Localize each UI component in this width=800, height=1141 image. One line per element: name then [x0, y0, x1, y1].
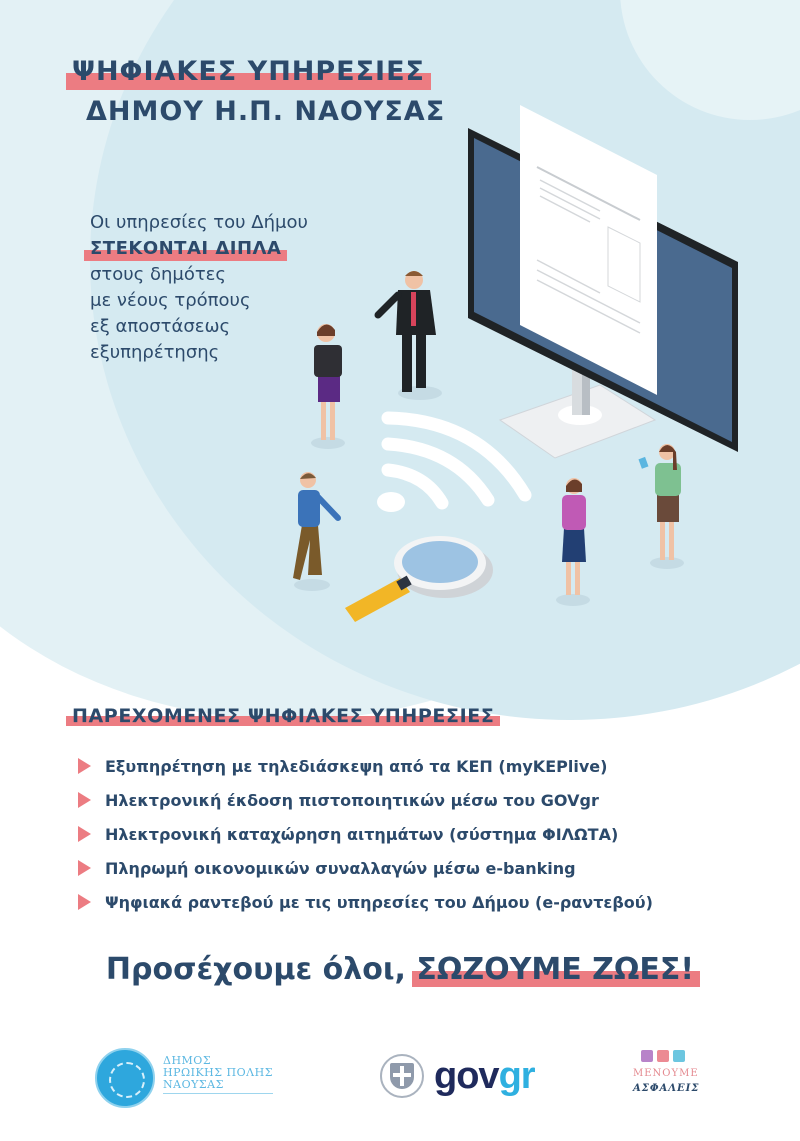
person-woman-walking	[293, 472, 338, 591]
safe-icons	[633, 1050, 693, 1062]
title-highlight: ΨΗΦΙΑΚΕΣ ΥΠΗΡΕΣΙΕΣ	[72, 52, 425, 92]
intro-text	[90, 210, 308, 366]
mask-icon	[673, 1050, 685, 1062]
slogan-highlight: ΣΩΖΟΥΜΕ ΖΩΕΣ!	[416, 952, 695, 987]
intro-line-1: Οι υπηρεσίες του Δήμου	[90, 212, 308, 233]
person-woman-phone	[638, 444, 684, 569]
municipality-seal-icon	[95, 1048, 155, 1108]
intro-line-3: στους δημότες	[90, 264, 226, 285]
logo-govgr	[380, 1054, 535, 1098]
services-section	[72, 705, 653, 919]
home-icon	[641, 1050, 653, 1062]
service-label: Ψηφιακά ραντεβού με τις υπηρεσίες του Δήμου (e-ραντεβού)	[105, 892, 653, 912]
title-line-1	[72, 52, 445, 92]
intro-line-5: εξ αποστάσεως	[90, 316, 231, 337]
wifi-symbol	[377, 418, 525, 512]
service-label: Πληρωμή οικονομικών συναλλαγών μέσω e-banking	[105, 858, 576, 878]
service-label: Ηλεκτρονική έκδοση πιστοποιητικών μέσω του GOVgr	[105, 790, 599, 810]
service-item	[78, 783, 653, 817]
service-label: Ηλεκτρονική καταχώρηση αιτημάτων (σύστημα ΦΙΛΩΤΑ)	[105, 824, 619, 844]
service-item	[78, 817, 653, 851]
safe-line-2: ΑΣΦΑΛΕΙΣ	[633, 1083, 700, 1094]
govgr-part-gr: gr	[498, 1054, 535, 1097]
intro-line-6: εξυπηρέτησης	[90, 342, 220, 363]
triangle-bullet-icon	[78, 826, 91, 842]
dimos-line-1: ΔΗΜΟΣ	[163, 1054, 212, 1067]
dimos-line-3: ΝΑΟΥΣΑΣ	[163, 1078, 224, 1091]
triangle-bullet-icon	[78, 894, 91, 910]
triangle-bullet-icon	[78, 758, 91, 774]
triangle-bullet-icon	[78, 860, 91, 876]
dimos-subline	[163, 1093, 273, 1101]
intro-line-4: με νέους τρόπους	[90, 290, 251, 311]
dimos-line-2: ΗΡΩΙΚΗΣ ΠΟΛΗΣ	[163, 1066, 273, 1079]
service-item	[78, 851, 653, 885]
triangle-bullet-icon	[78, 792, 91, 808]
person-woman-purple	[311, 324, 345, 449]
services-title: ΠΑΡΕΧΟΜΕΝΕΣ ΨΗΦΙΑΚΕΣ ΥΠΗΡΕΣΙΕΣ	[72, 705, 495, 727]
person-man-suit	[378, 271, 442, 400]
title-line-2: ΔΗΜΟΥ Η.Π. ΝΑΟΥΣΑΣ	[86, 96, 446, 127]
magnifier	[345, 536, 493, 622]
service-label: Εξυπηρέτηση με τηλεδιάσκεψη από τα ΚΕΠ (myKEPlive)	[105, 756, 608, 776]
service-item	[78, 885, 653, 919]
slogan-prefix: Προσέχουμε όλοι,	[105, 952, 417, 987]
service-item	[78, 749, 653, 783]
heart-icon	[657, 1050, 669, 1062]
greek-coat-of-arms-icon	[380, 1054, 424, 1098]
govgr-part-gov: gov	[434, 1054, 499, 1097]
slogan	[0, 952, 800, 987]
safe-line-1: ΜΕΝΟΥΜΕ	[633, 1068, 699, 1079]
poster-title	[72, 52, 445, 132]
logos-footer	[0, 1040, 800, 1130]
person-woman-pink	[556, 478, 590, 606]
logo-menoume-asfaleis	[633, 1050, 700, 1094]
logo-dimos-naousas	[95, 1048, 273, 1108]
services-list	[78, 749, 653, 919]
intro-highlight: ΣΤΕΚΟΝΤΑΙ ΔΙΠΛΑ	[90, 236, 281, 262]
